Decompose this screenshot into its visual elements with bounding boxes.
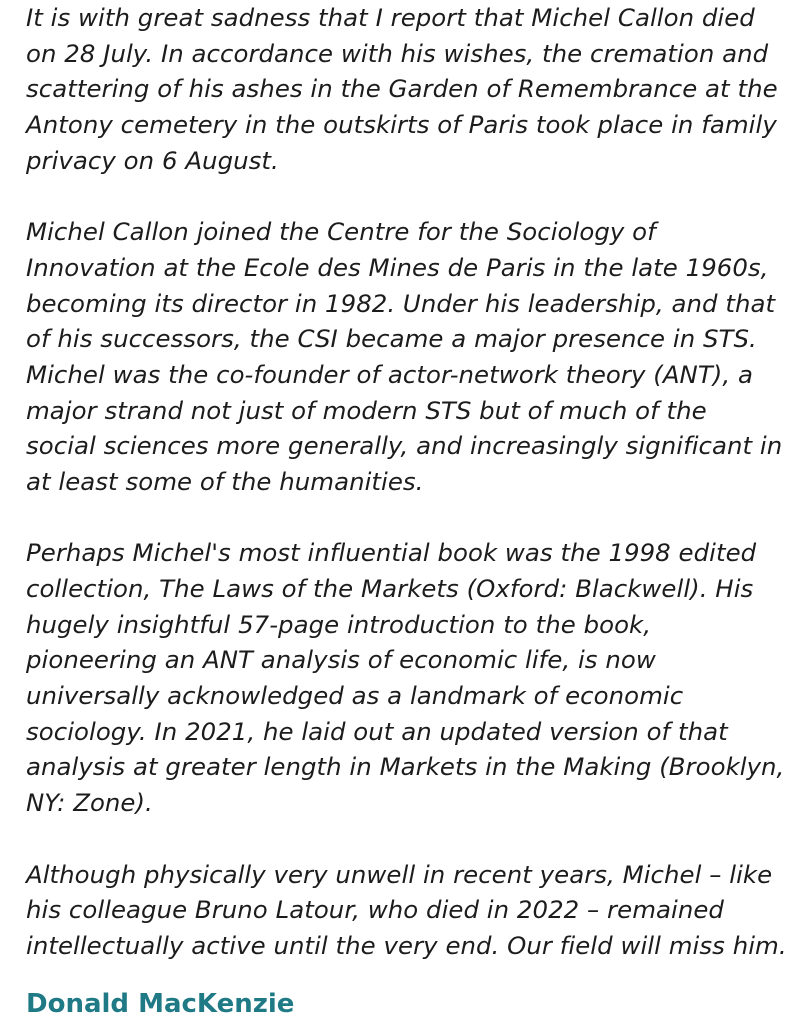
text-line: sociology. In 2021, he laid out an updated version of that [26,716,728,746]
paragraph-announcement [26,0,796,178]
author-signature: Donald MacKenzie [26,989,295,1019]
text-line: NY: Zone). [26,788,153,818]
text-line: social sciences more generally, and increasingly significant in [26,431,783,461]
paragraph-works [26,535,796,821]
text-line: It is with great sadness that I report that Michel Callon died [26,3,755,32]
text-line: at least some of the humanities. [26,466,424,496]
text-line: Innovation at the Ecole des Mines de Paris in the late 1960s, [26,252,769,282]
text-line: collection, The Laws of the Markets (Oxford: Blackwell). His [26,574,754,603]
text-line: becoming its director in 1982. Under his leadership, and that [26,288,776,318]
text-line: his colleague Bruno Latour, who died in 2022 – remained [26,895,724,925]
text-line: intellectually active until the very end. Our field will miss him. [26,930,787,960]
text-line: universally acknowledged as a landmark of economic [26,681,684,711]
text-line: scattering of his ashes in the Garden of Remembrance at the [26,74,778,104]
text-line: privacy on 6 August. [26,145,279,175]
text-line: analysis at greater length in Markets in the Making (Brooklyn, [26,752,785,782]
text-line: Perhaps Michel's most influential book was the 1998 edited [26,538,757,568]
obituary-text [26,0,796,999]
text-line: Michel was the co-founder of actor-network theory (ANT), a [26,359,753,389]
text-line: Antony cemetery in the outskirts of Paris took place in family [26,110,777,140]
text-line: of his successors, the CSI became a major presence in STS. [26,324,757,354]
text-line: Although physically very unwell in recent years, Michel – like [26,859,773,889]
text-line: Michel Callon joined the Centre for the Sociology of [26,217,656,247]
text-line: hugely insightful 57-page introduction to the book, [26,609,652,639]
paragraph-career [26,214,796,500]
text-line: pioneering an ANT analysis of economic life, is now [26,645,656,675]
text-line: major strand not just of modern STS but of much of the [26,395,707,425]
text-line: on 28 July. In accordance with his wishes, the cremation and [26,38,769,68]
paragraph-closing [26,857,796,964]
